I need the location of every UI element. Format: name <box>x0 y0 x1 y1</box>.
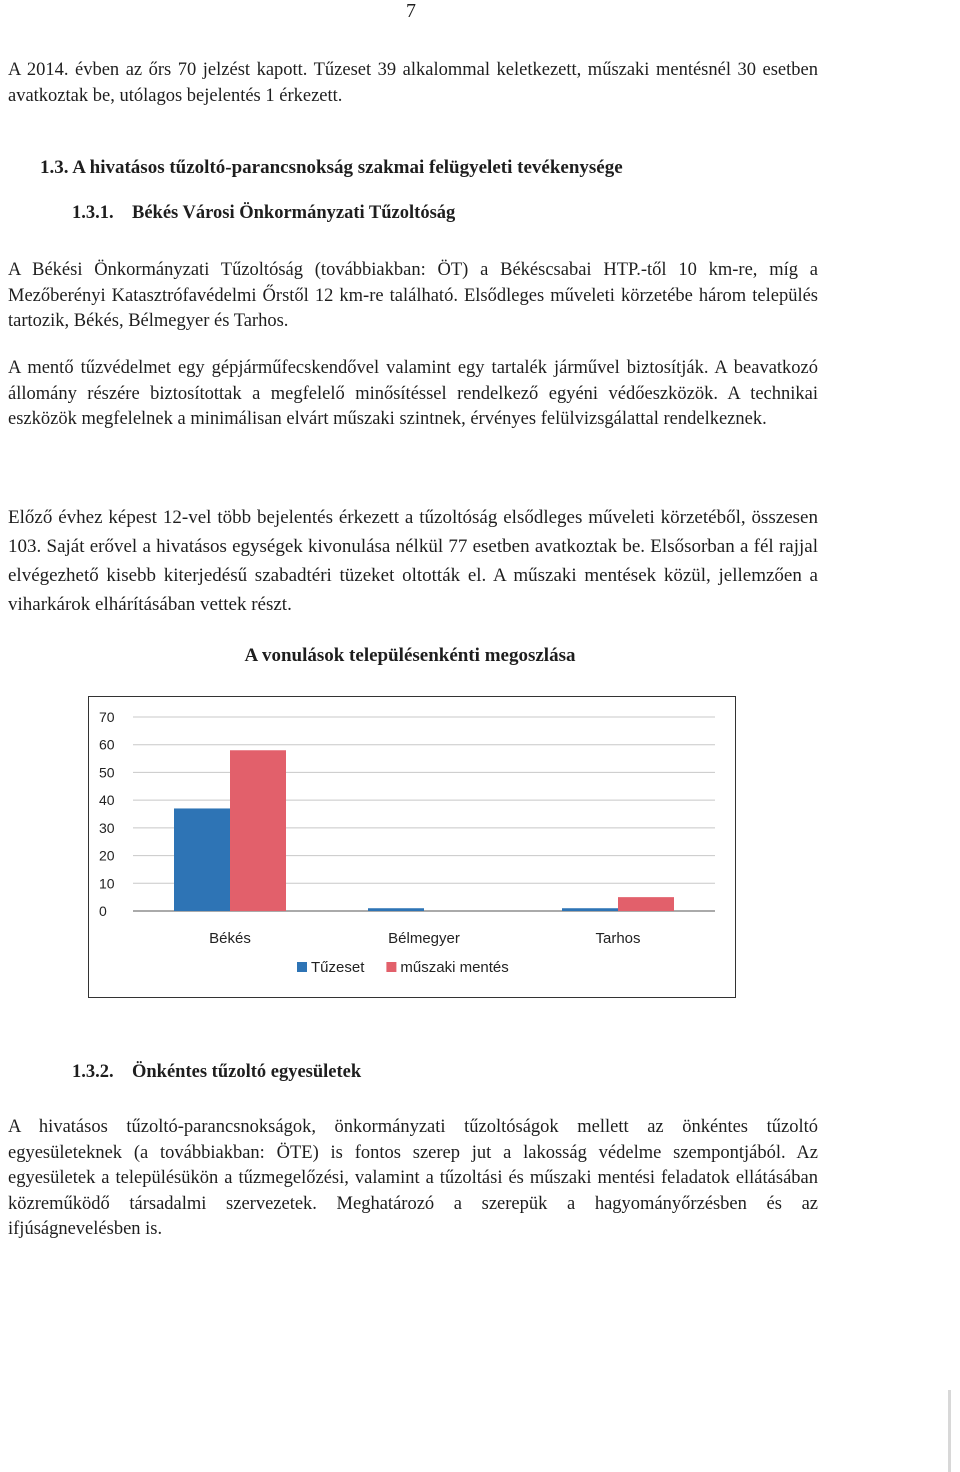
subsection-heading-2 <box>72 1062 361 1083</box>
y-tick-label: 10 <box>99 875 115 892</box>
x-tick-label: Bélmegyer <box>388 930 460 947</box>
chart-title: A vonulások településenkénti megoszlása <box>244 645 576 666</box>
y-tick-label: 50 <box>99 764 115 781</box>
subsection-number: 1.3.2. <box>72 1062 114 1082</box>
bar <box>618 897 674 911</box>
bar <box>230 750 286 911</box>
y-tick-label: 60 <box>99 736 115 753</box>
bar <box>368 908 424 911</box>
y-tick-label: 30 <box>99 819 115 836</box>
y-tick-label: 0 <box>99 903 107 919</box>
legend-swatch <box>386 962 396 972</box>
paragraph-onkentes: A hivatásos tűzoltó-parancsnokságok, önkormányzati tűzoltóságok mellett az önkéntes tűzoltó egyesületeknek (a továbbiakban: ÖTE) is fontos szerep jut a lakosság védelme szempontjából. Az egyesületek a településükön a tűzmegelőzési, valamint a tűzoltási és műszaki mentési feladatok ellátásában közreműködő társadalmi szervezetek. Meghatározó a szerepük a hagyományőrzésben és az ifjúságnevelésben is. <box>8 1117 818 1239</box>
section-heading: 1.3. A hivatásos tűzoltó-parancsnokság szakmai felügyeleti tevékenysége <box>40 157 623 178</box>
bar <box>562 908 618 911</box>
intro-paragraph: A 2014. évben az őrs 70 jelzést kapott. Tűzeset 39 alkalommal keletkezett, műszaki mentésnél 30 esetben avatkoztak be, utólagos bejelentés 1 érkezett. <box>8 60 818 106</box>
bar <box>174 808 230 911</box>
paragraph-elozo: Előző évhez képest 12-vel több bejelentés érkezett a tűzoltóság elsődleges műveleti körzetéből, összesen 103. Saját erővel a hivatásos egységek kivonulása nélkül 77 esetben avatkoztak be. Elsősorban a fél rajjal elvégezhető kisebb kiterjedésű szabadtéri tüzeket oltották el. A műszaki mentések közül, jellemzően a viharkárok elhárításában vettek részt. <box>8 507 818 615</box>
legend-swatch <box>297 962 307 972</box>
subsection-title: Önkéntes tűzoltó egyesületek <box>132 1062 362 1082</box>
scan-edge-mark <box>948 1390 951 1472</box>
page-number: 7 <box>406 0 416 22</box>
y-tick-label: 70 <box>99 709 115 725</box>
subsection-title: Békés Városi Önkormányzati Tűzoltóság <box>132 203 456 223</box>
legend-label: műszaki mentés <box>400 959 509 976</box>
x-tick-label: Békés <box>209 930 251 947</box>
subsection-heading-1 <box>72 203 455 224</box>
bar-chart <box>89 697 735 997</box>
chart-frame <box>88 696 736 998</box>
paragraph-bekes: A Békési Önkormányzati Tűzoltóság (továbbiakban: ÖT) a Békéscsabai HTP.-től 10 km-re, míg a Mezőberényi Katasztrófavédelmi Őrstől 12 km-re található. Elsődleges műveleti körzetébe három település tartozik, Békés, Bélmegyer és Tarhos. <box>8 260 818 331</box>
y-tick-label: 40 <box>99 792 115 809</box>
subsection-number: 1.3.1. <box>72 203 114 223</box>
y-tick-label: 20 <box>99 847 115 864</box>
legend-label: Tűzeset <box>311 959 365 976</box>
paragraph-mento: A mentő tűzvédelmet egy gépjárműfecskendővel valamint egy tartalék járművel biztosítják. A beavatkozó állomány részére biztosítottak a megfelelő minősítéssel rendelkező egyéni védőeszközök. A technikai eszközök megfelelnek a minimálisan elvárt műszaki szintnek, érvényes felülvizsgálattal rendelkeznek. <box>8 358 818 429</box>
x-tick-label: Tarhos <box>595 930 641 947</box>
